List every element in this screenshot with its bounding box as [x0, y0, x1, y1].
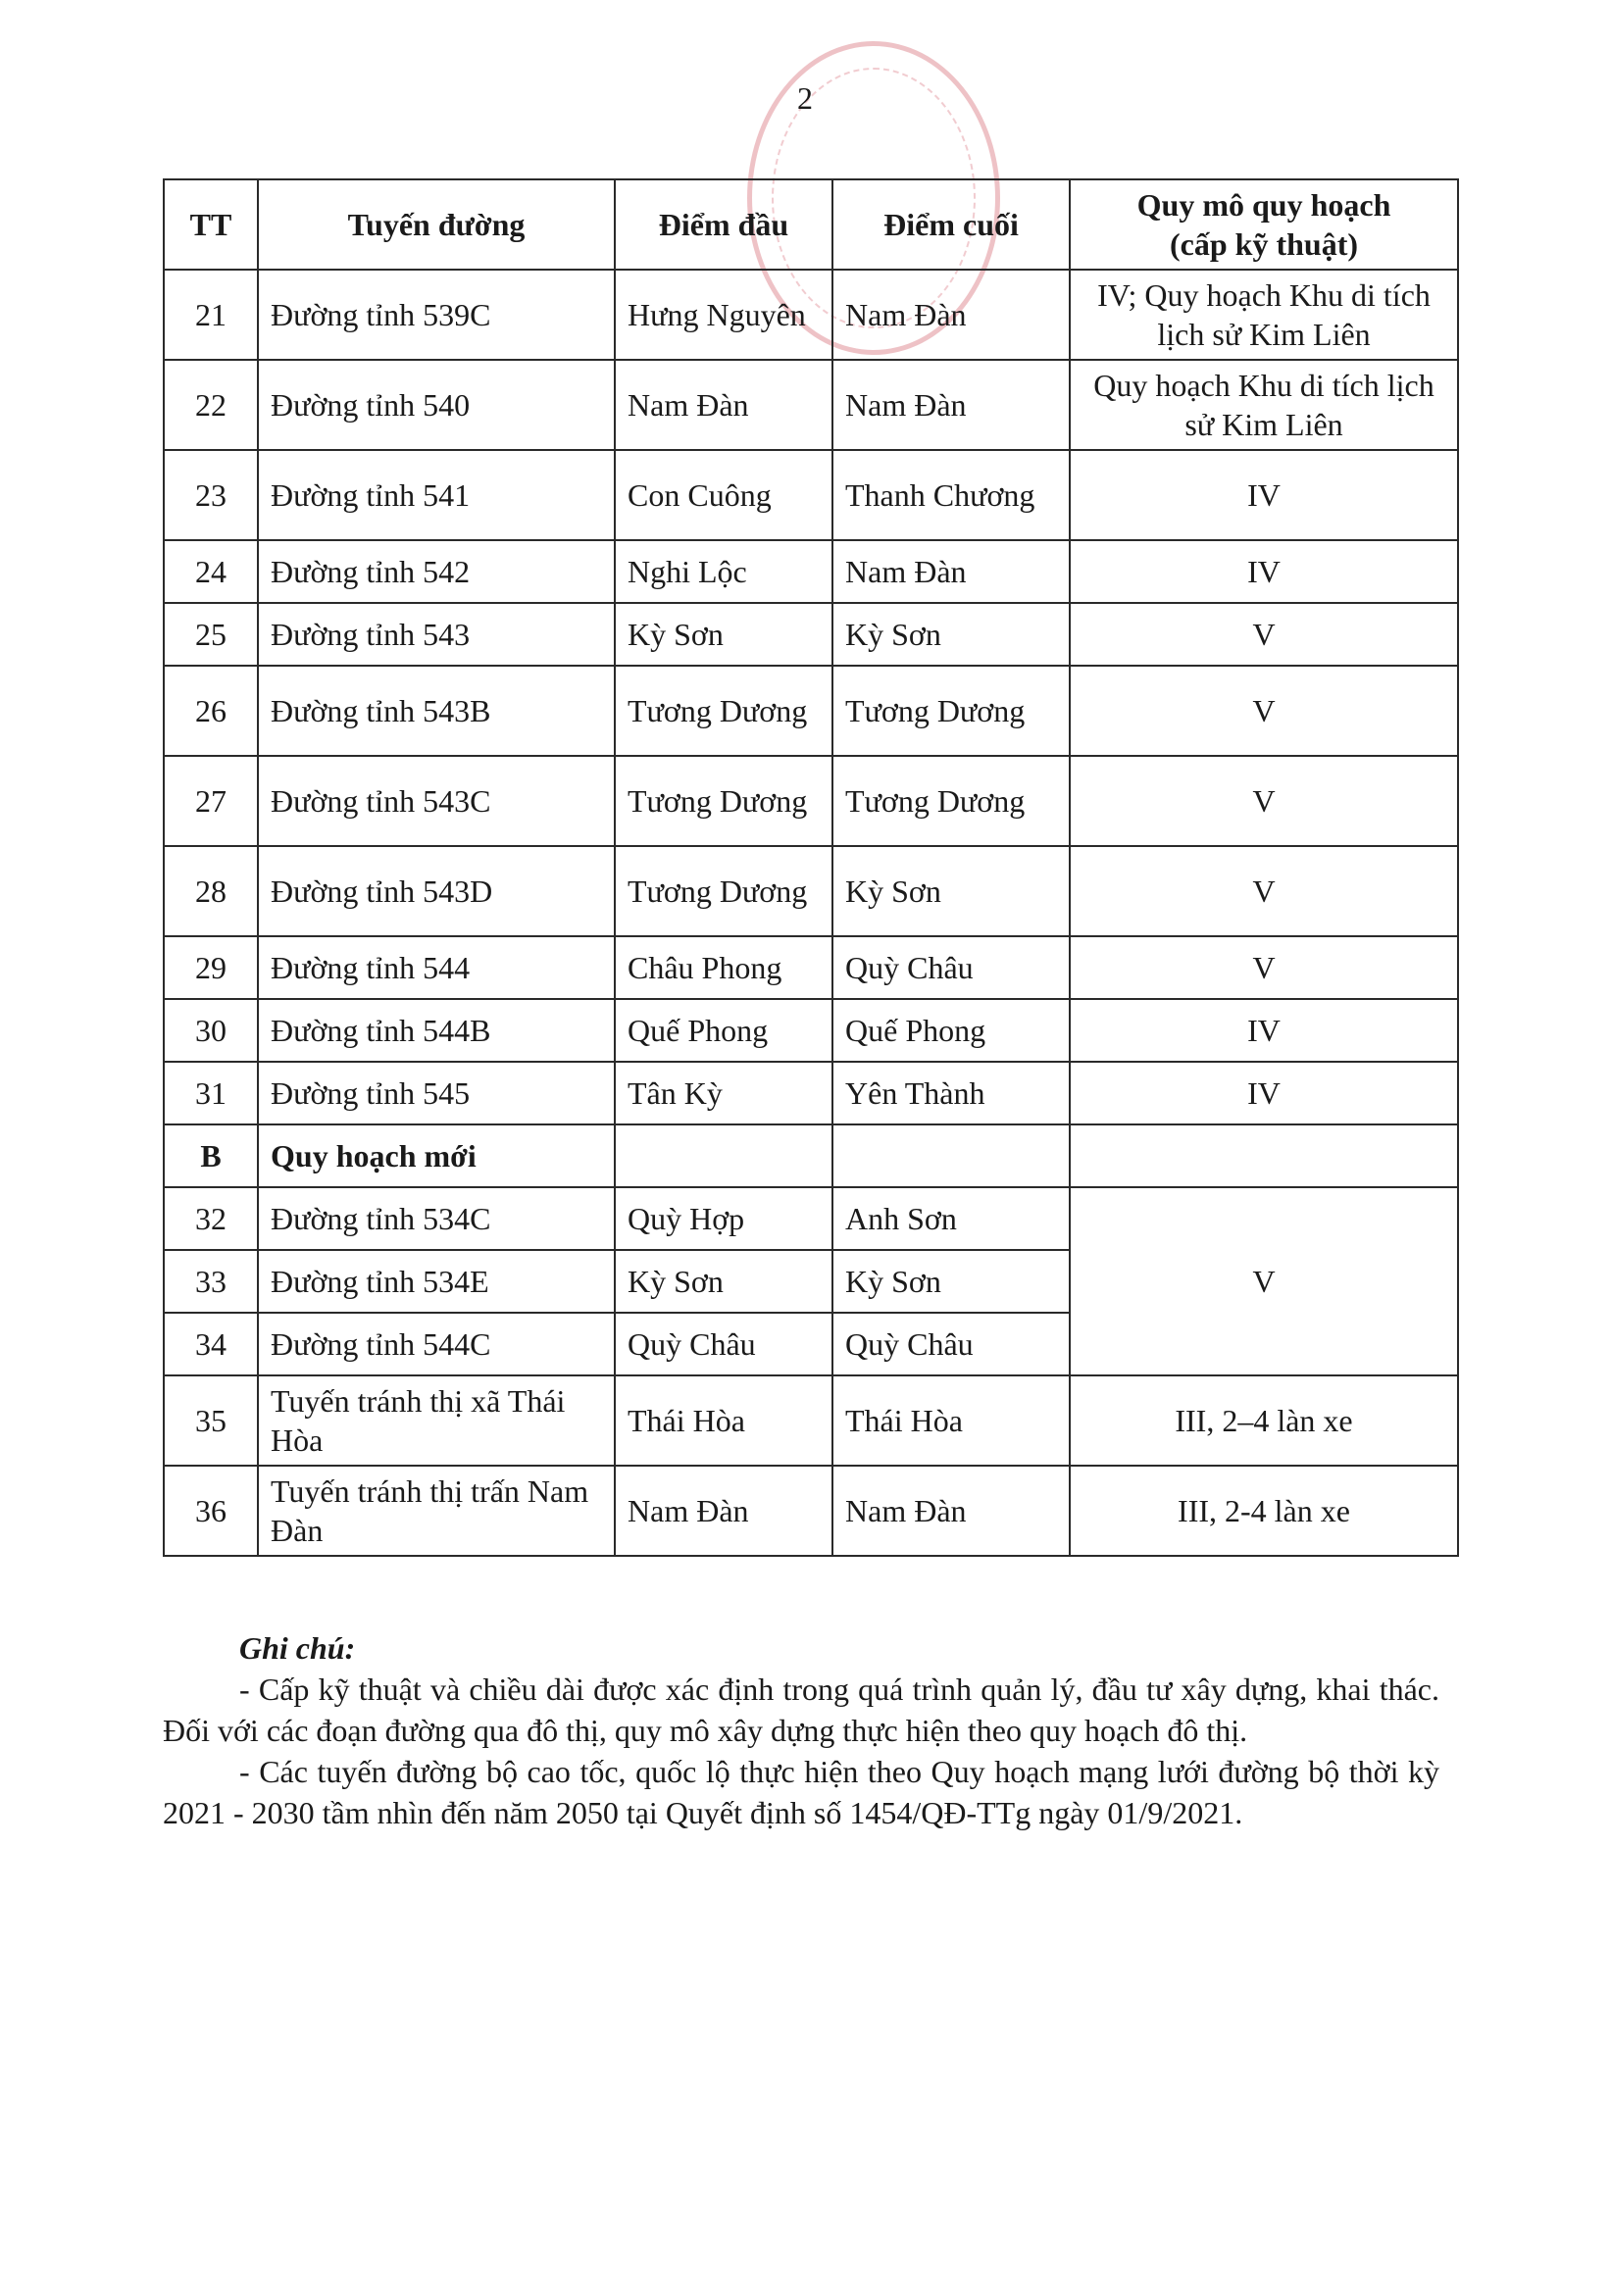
cell-scale: V	[1070, 666, 1458, 756]
cell-route: Tuyến tránh thị xã Thái Hòa	[258, 1375, 615, 1466]
header-start: Điểm đầu	[615, 179, 832, 270]
cell-tt: 29	[164, 936, 258, 999]
cell-scale: Quy hoạch Khu di tích lịch sử Kim Liên	[1070, 360, 1458, 450]
header-scale	[1070, 179, 1458, 270]
cell-start: Kỳ Sơn	[615, 1250, 832, 1313]
cell-tt: 28	[164, 846, 258, 936]
cell-end: Quỳ Châu	[832, 1313, 1070, 1375]
cell-scale: V	[1070, 846, 1458, 936]
cell-end: Tương Dương	[832, 666, 1070, 756]
cell-end: Yên Thành	[832, 1062, 1070, 1124]
cell-start: Tương Dương	[615, 846, 832, 936]
header-tt: TT	[164, 179, 258, 270]
cell-route: Đường tỉnh 539C	[258, 270, 615, 360]
cell-end: Nam Đàn	[832, 270, 1070, 360]
cell-start: Kỳ Sơn	[615, 603, 832, 666]
cell-tt: 26	[164, 666, 258, 756]
cell-start: Quỳ Châu	[615, 1313, 832, 1375]
cell-route: Đường tỉnh 543B	[258, 666, 615, 756]
table-header-row	[164, 179, 1458, 270]
cell-end: Nam Đàn	[832, 540, 1070, 603]
cell-route: Đường tỉnh 540	[258, 360, 615, 450]
cell-start: Quế Phong	[615, 999, 832, 1062]
cell-end: Quế Phong	[832, 999, 1070, 1062]
page-number: 2	[797, 80, 813, 116]
cell-route: Đường tỉnh 541	[258, 450, 615, 540]
header-scale-line1: Quy mô quy hoạch	[1136, 187, 1391, 223]
cell-tt: 27	[164, 756, 258, 846]
table-row	[164, 936, 1458, 999]
cell-route: Đường tỉnh 543D	[258, 846, 615, 936]
cell-empty	[832, 1124, 1070, 1187]
cell-end: Nam Đàn	[832, 360, 1070, 450]
table-row	[164, 603, 1458, 666]
cell-end: Nam Đàn	[832, 1466, 1070, 1556]
cell-start: Tân Kỳ	[615, 1062, 832, 1124]
table-row	[164, 1466, 1458, 1556]
cell-start: Thái Hòa	[615, 1375, 832, 1466]
cell-empty	[1070, 1124, 1458, 1187]
section-b-title: Quy hoạch mới	[258, 1124, 615, 1187]
cell-scale: V	[1070, 936, 1458, 999]
cell-start: Tương Dương	[615, 756, 832, 846]
cell-tt: 24	[164, 540, 258, 603]
cell-tt: 32	[164, 1187, 258, 1250]
cell-end: Thanh Chương	[832, 450, 1070, 540]
table-row	[164, 1375, 1458, 1466]
cell-end: Kỳ Sơn	[832, 1250, 1070, 1313]
table-row	[164, 846, 1458, 936]
cell-route: Đường tỉnh 544C	[258, 1313, 615, 1375]
cell-end: Kỳ Sơn	[832, 603, 1070, 666]
cell-end: Anh Sơn	[832, 1187, 1070, 1250]
cell-tt: 22	[164, 360, 258, 450]
section-b-row	[164, 1124, 1458, 1187]
cell-route: Đường tỉnh 545	[258, 1062, 615, 1124]
section-b-tt: B	[164, 1124, 258, 1187]
cell-tt: 31	[164, 1062, 258, 1124]
cell-start: Nam Đàn	[615, 360, 832, 450]
cell-scale: IV	[1070, 450, 1458, 540]
cell-tt: 23	[164, 450, 258, 540]
cell-start: Nghi Lộc	[615, 540, 832, 603]
cell-route: Đường tỉnh 534C	[258, 1187, 615, 1250]
header-scale-line2: (cấp kỹ thuật)	[1169, 226, 1358, 262]
cell-route: Đường tỉnh 544B	[258, 999, 615, 1062]
cell-end: Thái Hòa	[832, 1375, 1070, 1466]
table-row	[164, 450, 1458, 540]
cell-empty	[615, 1124, 832, 1187]
cell-tt: 36	[164, 1466, 258, 1556]
cell-route: Đường tỉnh 543	[258, 603, 615, 666]
cell-scale: IV	[1070, 999, 1458, 1062]
cell-route: Đường tỉnh 543C	[258, 756, 615, 846]
cell-start: Nam Đàn	[615, 1466, 832, 1556]
table-row	[164, 360, 1458, 450]
cell-tt: 34	[164, 1313, 258, 1375]
cell-end: Tương Dương	[832, 756, 1070, 846]
road-planning-table	[163, 178, 1459, 1557]
cell-route: Tuyến tránh thị trấn Nam Đàn	[258, 1466, 615, 1556]
cell-tt: 21	[164, 270, 258, 360]
cell-route: Đường tỉnh 542	[258, 540, 615, 603]
cell-scale: III, 2–4 làn xe	[1070, 1375, 1458, 1466]
notes-title: Ghi chú:	[239, 1630, 356, 1666]
cell-route: Đường tỉnh 544	[258, 936, 615, 999]
cell-scale: V	[1070, 603, 1458, 666]
table-row	[164, 756, 1458, 846]
cell-start: Hưng Nguyên	[615, 270, 832, 360]
cell-start: Tương Dương	[615, 666, 832, 756]
cell-route: Đường tỉnh 534E	[258, 1250, 615, 1313]
cell-scale: IV; Quy hoạch Khu di tích lịch sử Kim Liên	[1070, 270, 1458, 360]
table-row	[164, 999, 1458, 1062]
cell-start: Con Cuông	[615, 450, 832, 540]
cell-scale-merged: V	[1070, 1187, 1458, 1375]
cell-tt: 25	[164, 603, 258, 666]
notes-paragraph-1: - Cấp kỹ thuật và chiều dài được xác định trong quá trình quản lý, đầu tư xây dựng, khai thác. Đối với các đoạn đường qua đô thị, quy mô xây dựng thực hiện theo quy hoạch đô thị.	[163, 1672, 1439, 1748]
table-row	[164, 1187, 1458, 1250]
cell-scale: V	[1070, 756, 1458, 846]
cell-scale: III, 2-4 làn xe	[1070, 1466, 1458, 1556]
cell-tt: 30	[164, 999, 258, 1062]
table-row	[164, 540, 1458, 603]
notes-paragraph-2: - Các tuyến đường bộ cao tốc, quốc lộ thực hiện theo Quy hoạch mạng lưới đường bộ thời kỳ 2021 - 2030 tầm nhìn đến năm 2050 tại Quyết định số 1454/QĐ-TTg ngày 01/9/2021.	[163, 1754, 1439, 1830]
cell-scale: IV	[1070, 540, 1458, 603]
cell-end: Quỳ Châu	[832, 936, 1070, 999]
table-row	[164, 1062, 1458, 1124]
header-route: Tuyến đường	[258, 179, 615, 270]
cell-end: Kỳ Sơn	[832, 846, 1070, 936]
cell-tt: 35	[164, 1375, 258, 1466]
cell-tt: 33	[164, 1250, 258, 1313]
header-end: Điểm cuối	[832, 179, 1070, 270]
cell-start: Quỳ Hợp	[615, 1187, 832, 1250]
notes-section	[163, 1627, 1439, 1833]
table-row	[164, 270, 1458, 360]
table-row	[164, 666, 1458, 756]
cell-scale: IV	[1070, 1062, 1458, 1124]
cell-start: Châu Phong	[615, 936, 832, 999]
